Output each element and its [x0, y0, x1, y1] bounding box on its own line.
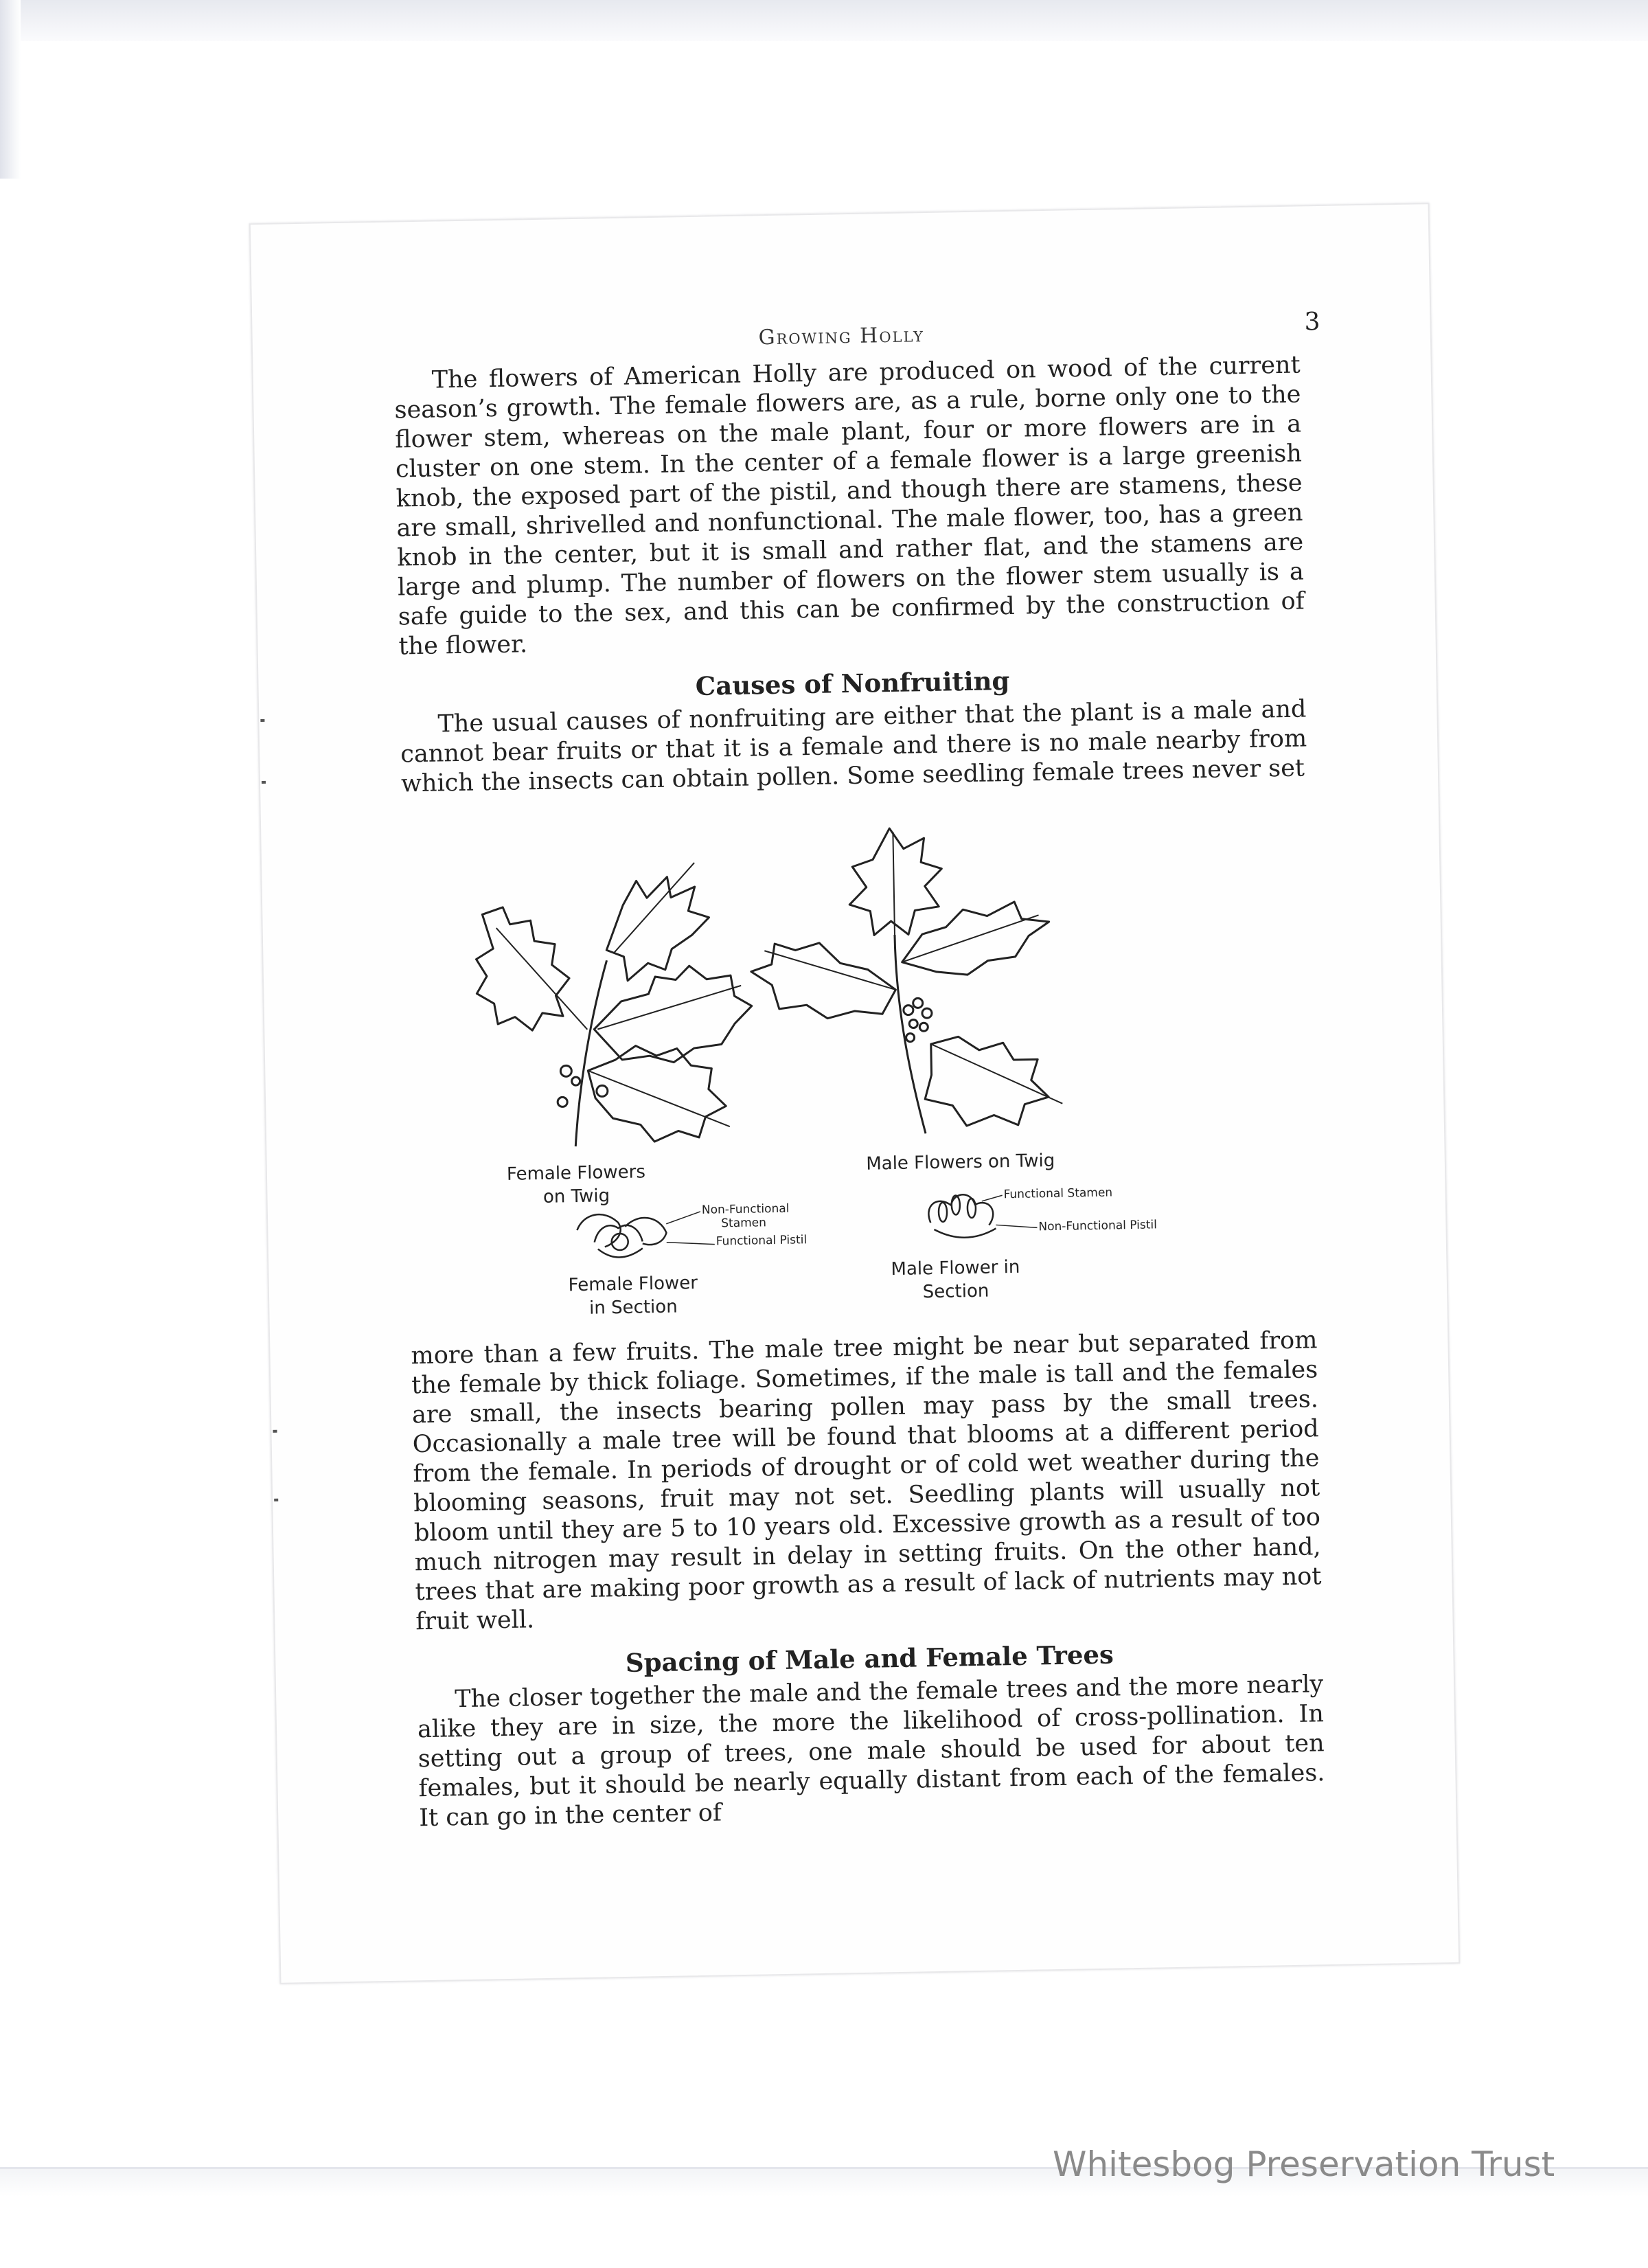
male-section-caption	[873, 1255, 1038, 1304]
female-twig-caption	[487, 1160, 666, 1210]
female-section-label-stamen	[702, 1201, 799, 1230]
page-number: 3	[1304, 307, 1320, 337]
holly-drawing	[453, 812, 1272, 1334]
holly-illustration	[453, 812, 1272, 1334]
female-flower-section-drawing	[577, 1212, 715, 1258]
female-section-label-pistil: Functional Pistil	[716, 1233, 808, 1249]
binding-stitch	[260, 719, 264, 722]
caption-line: in Section	[588, 1296, 678, 1319]
running-head: Growing Holly	[758, 323, 925, 350]
spacing-paragraph: The closer together the male and the female trees and the more nearly alike they are in size, the more the likelihood of cross-pollination. In setting out a group of trees, one male should be used for about ten females, but it should be nearly equally distant from each of the females. It can go in the center of	[417, 1670, 1325, 1833]
caption-line: Section	[922, 1280, 989, 1303]
watermark: Whitesbog Preservation Trust	[1053, 2144, 1555, 2184]
caption-line: Female Flowers	[506, 1161, 646, 1185]
heading-nonfruiting: Causes of Nonfruiting	[695, 665, 1010, 701]
nonfruiting-paragraph-part1: The usual causes of nonfruiting are either that the plant is a male and cannot bear fruits or that it is a female and there is no male nearby from which the insects can obtain pollen. Some seedling female trees never set	[400, 695, 1307, 798]
intro-paragraph: The flowers of American Holly are produced on wood of the current season’s growth. The female flowers are, as a rule, borne only one to the flower stem, whereas on the male plant, four or more flowers are in a cluster on one stem. In the center of a female flower is a large greenish knob, the exposed part of the pistil, and though there are stamens, these are small, shrivelled and nonfunctional. The male flower, too, has a green knob in the center, but it is small and rather flat, and the stamens are large and plump. The number of flowers on the flower stem usually is a safe guide to the sex, and this can be confirmed by the construction of the flower.	[394, 351, 1305, 661]
scanner-edge-top	[0, 0, 1648, 41]
text-block-upper	[393, 351, 1307, 800]
binding-stitch	[274, 1499, 278, 1501]
male-section-label-pistil: Non-Functional Pistil	[1038, 1218, 1158, 1234]
male-section-label-stamen: Functional Stamen	[1003, 1186, 1113, 1202]
caption-line: Female Flower	[568, 1273, 698, 1296]
caption-line: Male Flower in	[891, 1256, 1020, 1280]
label-line: Non-Functional	[701, 1201, 790, 1217]
nonfruiting-paragraph-part2: more than a few fruits. The male tree might be near but separated from the female by thick foliage. Sometimes, if the male is tall and the females are small, the insects bearing pollen may pass by the small trees. Occasionally a male tree will be found that blooms at a different period from the female. In periods of drought or of cold wet weather during the blooming seasons, fruit may not set. Seedling plants will usually not bloom until they are 5 to 10 years old. Excessive growth as a result of too much nitrogen may result in delay in setting fruits. On the other hand, trees that are making poor growth as a result of lack of nutrients may not fruit well.	[411, 1326, 1322, 1636]
male-twig-caption: Male Flowers on Twig	[866, 1150, 1055, 1175]
binding-stitch	[273, 1430, 277, 1433]
caption-line: on Twig	[542, 1186, 610, 1207]
male-twig-drawing	[748, 826, 1063, 1137]
female-twig-drawing	[474, 862, 754, 1148]
female-section-caption	[544, 1271, 723, 1321]
binding-stitch	[262, 781, 266, 784]
heading-spacing: Spacing of Male and Female Trees	[625, 1639, 1114, 1678]
label-line: Stamen	[721, 1216, 767, 1231]
booklet-page	[249, 203, 1460, 1984]
scanner-edge-left	[0, 0, 21, 179]
text-block-lower	[411, 1326, 1325, 1833]
